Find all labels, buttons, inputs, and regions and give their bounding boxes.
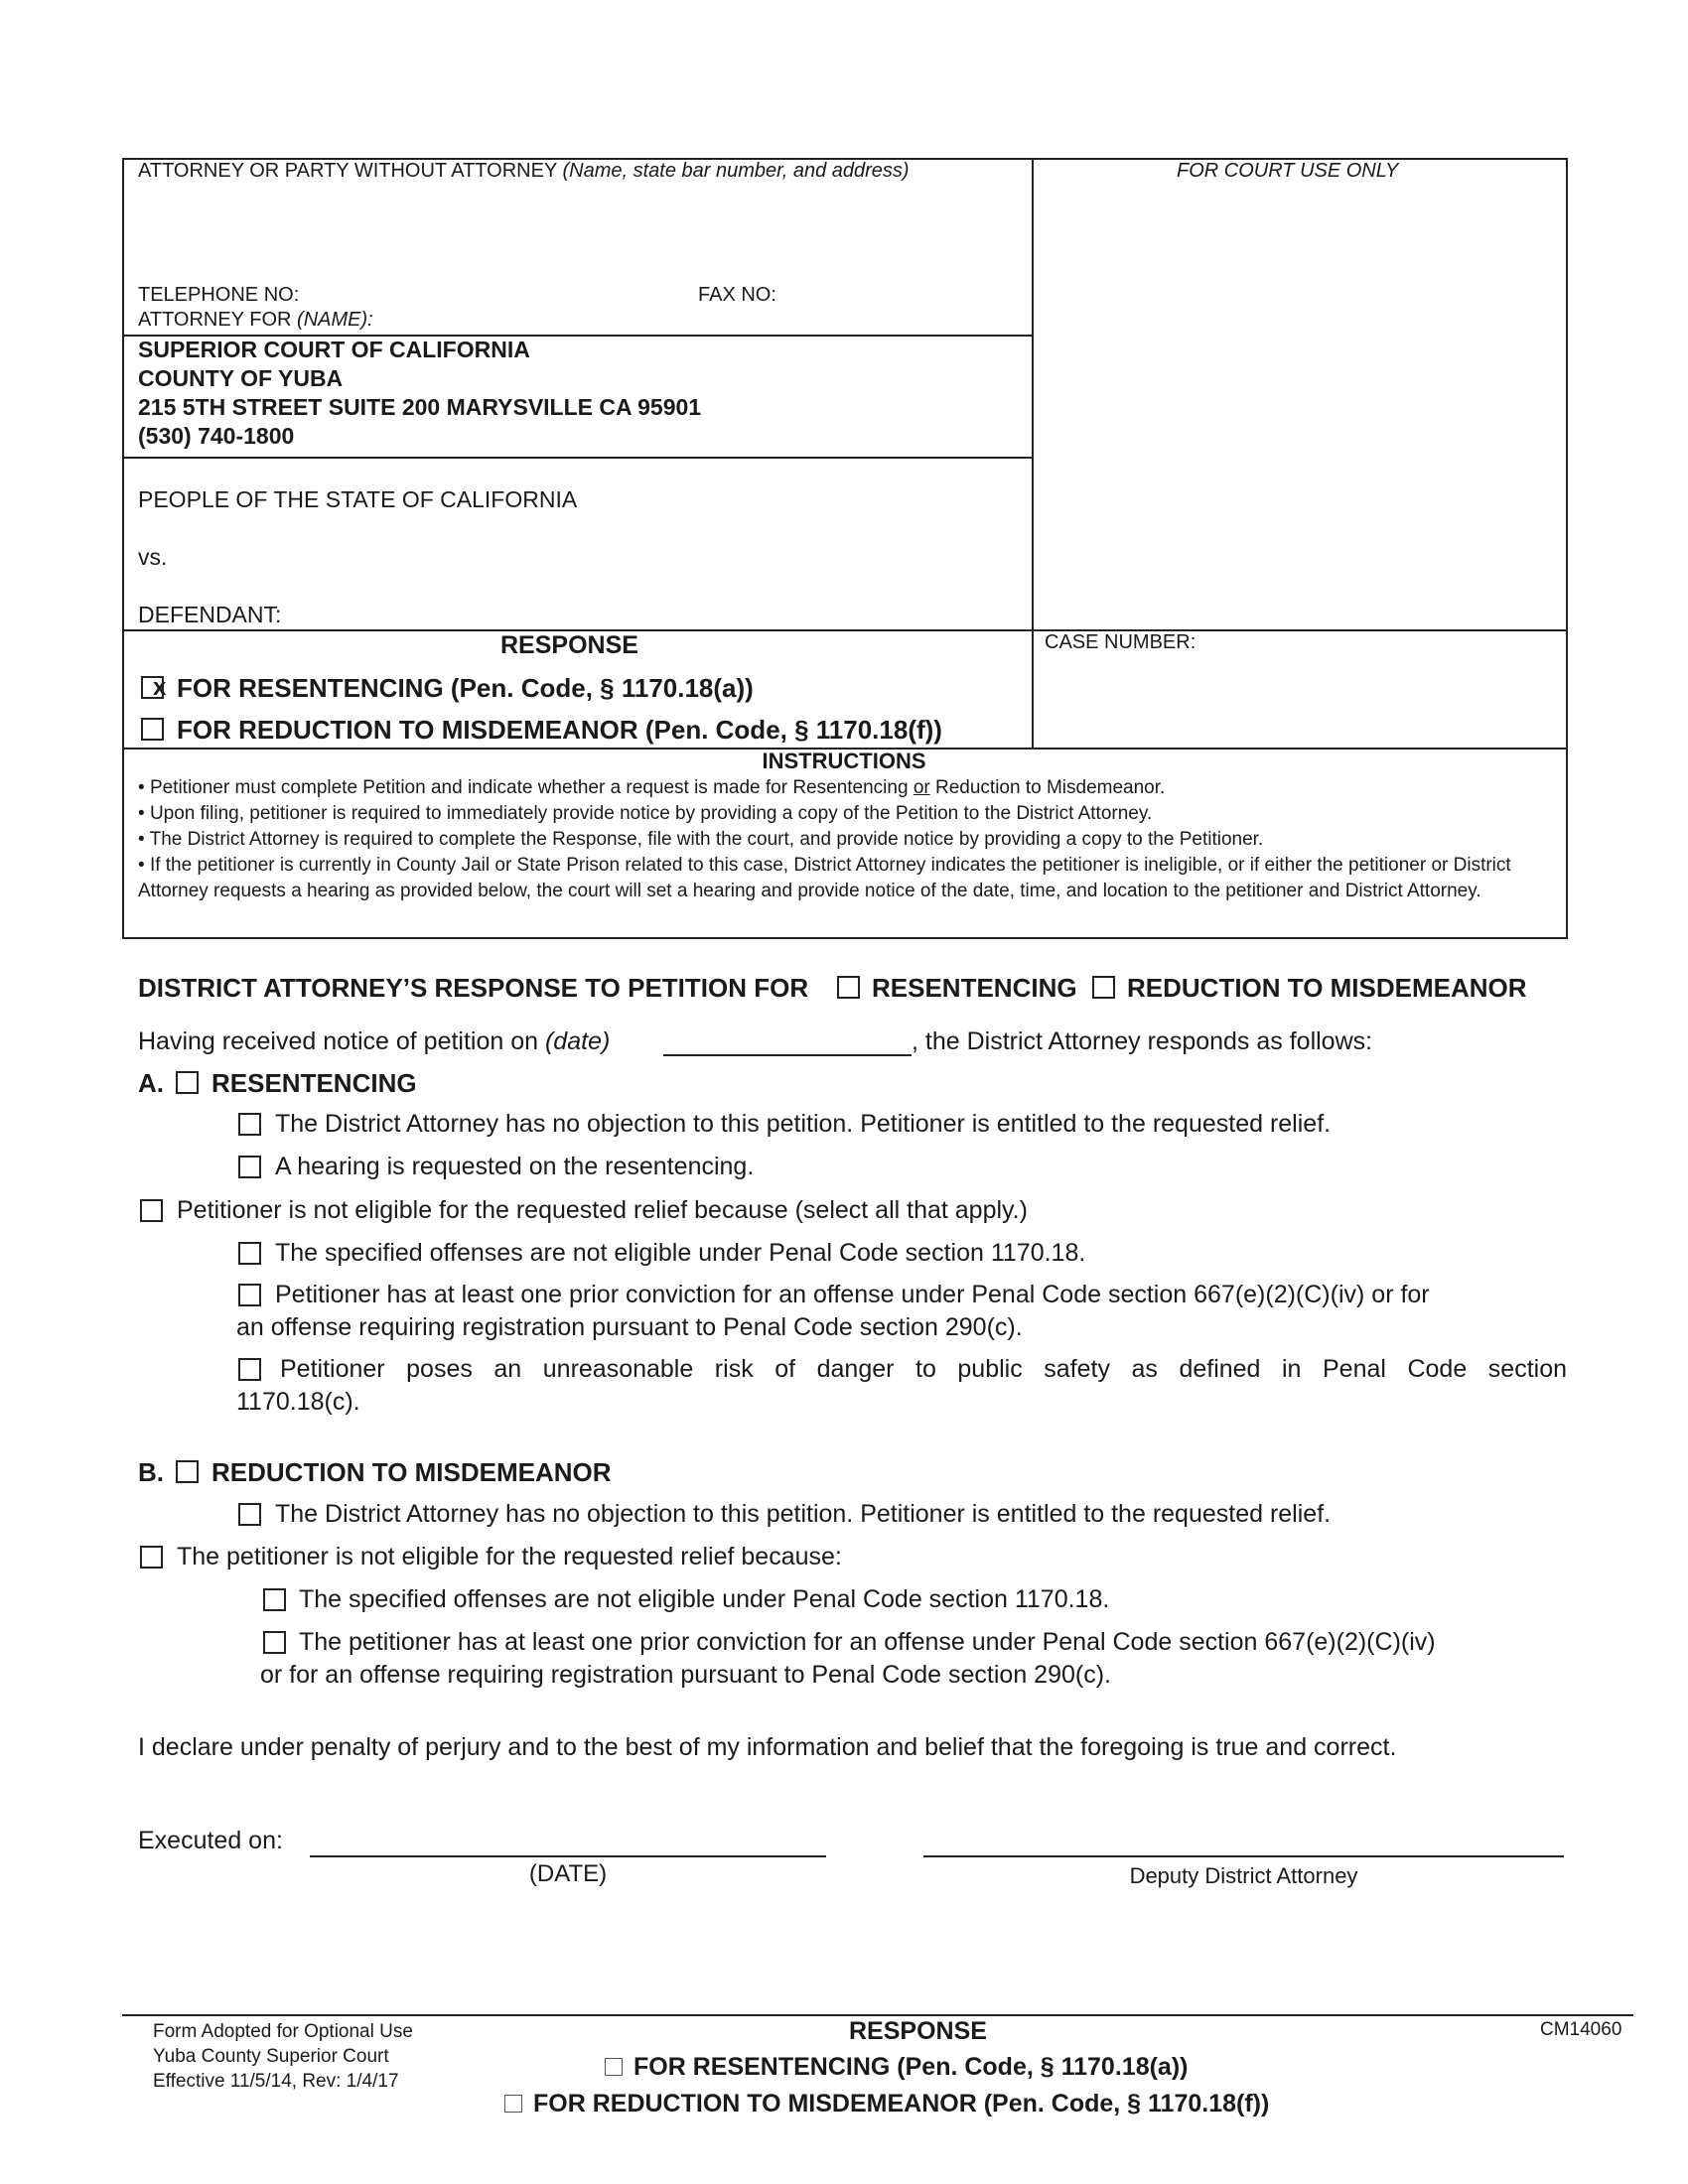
executed-on-label: Executed on:	[138, 1827, 283, 1854]
defendant-label: DEFENDANT:	[138, 602, 282, 627]
reduction-option-label: FOR REDUCTION TO MISDEMEANOR (Pen. Code, § 1170.18(f))	[177, 715, 942, 745]
a-risk-text-1: Petitioner poses an unreasonable risk of danger to public safety as defined in Penal Code section	[280, 1355, 1567, 1383]
instruction-item: • If the petitioner is currently in County Jail or State Prison related to this case, District Attorney indicates the petitioner is ineligible, or if either the petitioner or District Attorney requests a hearing as provided below, the court will set a hearing and provide notice of the date, time, and location to the petitioner and District Attorney.	[138, 855, 1511, 901]
footer-resentencing-checkbox	[605, 2058, 623, 2076]
vs-label: vs.	[138, 544, 168, 570]
a-offenses-checkbox[interactable]	[238, 1242, 261, 1265]
section-b-title: REDUCTION TO MISDEMEANOR	[211, 1457, 612, 1487]
declaration-text: I declare under penalty of perjury and to the best of my information and belief that the foregoing is true and correct.	[138, 1733, 1397, 1761]
footer-adopted-line: Form Adopted for Optional Use	[153, 2021, 413, 2042]
footer-adopted-line: Yuba County Superior Court	[153, 2046, 389, 2067]
b-prior-text-2: or for an offense requiring registration pursuant to Penal Code section 290(c).	[260, 1661, 1111, 1689]
a-not-eligible-text: Petitioner is not eligible for the requested relief because (select all that apply.)	[177, 1196, 1028, 1224]
resentencing-check-mark: x	[153, 674, 167, 701]
court-block	[138, 336, 701, 451]
b-offenses-checkbox[interactable]	[263, 1588, 286, 1611]
people-label: PEOPLE OF THE STATE OF CALIFORNIA	[138, 486, 578, 512]
case-number-label: CASE NUMBER:	[1045, 631, 1196, 653]
a-not-eligible-checkbox[interactable]	[140, 1199, 163, 1222]
heading-reduction-checkbox[interactable]	[1092, 976, 1115, 999]
a-risk-checkbox[interactable]	[238, 1358, 261, 1381]
signature-line[interactable]	[923, 1855, 1564, 1857]
footer-rule	[122, 2014, 1633, 2016]
a-offenses-text: The specified offenses are not eligible under Penal Code section 1170.18.	[275, 1239, 1086, 1267]
attorney-for-label: ATTORNEY FOR	[138, 309, 292, 331]
b-no-objection-checkbox[interactable]	[238, 1503, 261, 1526]
instruction-item: • Upon filing, petitioner is required to immediately provide notice by providing a copy of the Petition to the District Attorney.	[138, 803, 1153, 824]
heading-reduction-label: REDUCTION TO MISDEMEANOR	[1127, 973, 1527, 1003]
executed-date-line[interactable]	[310, 1855, 826, 1857]
a-risk-text-2: 1170.18(c).	[236, 1388, 360, 1416]
instructions-title: INSTRUCTIONS	[762, 749, 926, 773]
court-name: SUPERIOR COURT OF CALIFORNIA	[138, 337, 530, 362]
attorney-label-row	[138, 160, 910, 183]
court-address: 215 5TH STREET SUITE 200 MARYSVILLE CA 95901	[138, 394, 702, 420]
a-prior-text-2: an offense requiring registration pursuant to Penal Code section 290(c).	[236, 1313, 1023, 1341]
footer-adopted	[153, 2019, 413, 2094]
response-title: RESPONSE	[500, 631, 638, 659]
fax-label: FAX NO:	[698, 284, 776, 306]
footer-adopted-line: Effective 11/5/14, Rev: 1/4/17	[153, 2071, 399, 2092]
date-caption: (DATE)	[528, 1860, 608, 1887]
form-number: CM14060	[1540, 2019, 1622, 2040]
a-no-objection-checkbox[interactable]	[238, 1113, 261, 1136]
a-no-objection-text: The District Attorney has no objection to this petition. Petitioner is entitled to the requested relief.	[275, 1110, 1332, 1138]
section-b-letter: B.	[138, 1457, 164, 1487]
footer-opt2: FOR REDUCTION TO MISDEMEANOR (Pen. Code, § 1170.18(f))	[533, 2090, 1270, 2117]
instruction-item: • The District Attorney is required to complete the Response, file with the court, and provide notice by providing a copy to the Petitioner.	[138, 829, 1264, 850]
a-hearing-checkbox[interactable]	[238, 1156, 261, 1178]
court-county: COUNTY OF YUBA	[138, 365, 344, 391]
court-use-only: FOR COURT USE ONLY	[1177, 160, 1399, 182]
notice-text-end: , the District Attorney responds as follows:	[912, 1027, 1373, 1055]
court-phone: (530) 740-1800	[138, 423, 295, 449]
b-not-eligible-text: The petitioner is not eligible for the requested relief because:	[177, 1543, 842, 1570]
notice-date-line[interactable]	[663, 1054, 912, 1056]
response-heading: DISTRICT ATTORNEY’S RESPONSE TO PETITION FOR	[138, 973, 809, 1003]
b-not-eligible-checkbox[interactable]	[140, 1546, 163, 1569]
attorney-hint: (Name, state bar number, and address)	[562, 160, 910, 182]
section-a-letter: A.	[138, 1068, 164, 1098]
signer-caption: Deputy District Attorney	[1129, 1863, 1358, 1888]
heading-resentencing-label: RESENTENCING	[872, 973, 1077, 1003]
attorney-for-row	[138, 309, 373, 332]
a-prior-checkbox[interactable]	[238, 1284, 261, 1306]
b-prior-checkbox[interactable]	[263, 1631, 286, 1654]
b-no-objection-text: The District Attorney has no objection to this petition. Petitioner is entitled to the requested relief.	[275, 1500, 1332, 1528]
a-prior-text-1: Petitioner has at least one prior conviction for an offense under Penal Code section 667(e)(2)(C)(iv) or for	[275, 1281, 1430, 1308]
section-a-title: RESENTENCING	[211, 1068, 417, 1098]
attorney-for-hint: (NAME):	[297, 309, 373, 331]
section-a-checkbox[interactable]	[176, 1071, 199, 1094]
reduction-option-checkbox[interactable]	[141, 718, 164, 741]
telephone-label: TELEPHONE NO:	[138, 284, 300, 306]
b-prior-text-1: The petitioner has at least one prior conviction for an offense under Penal Code section 667(e)(2)(C)(iv)	[299, 1628, 1436, 1656]
instructions-list	[138, 775, 1560, 904]
attorney-label: ATTORNEY OR PARTY WITHOUT ATTORNEY	[138, 160, 557, 182]
resentencing-option-label: FOR RESENTENCING (Pen. Code, § 1170.18(a))	[177, 673, 754, 703]
notice-text: Having received notice of petition on (date)	[138, 1027, 611, 1055]
heading-resentencing-checkbox[interactable]	[837, 976, 860, 999]
a-hearing-text: A hearing is requested on the resentencing.	[275, 1153, 755, 1180]
footer-title: RESPONSE	[849, 2017, 987, 2045]
footer-opt1: FOR RESENTENCING (Pen. Code, § 1170.18(a))	[633, 2053, 1189, 2081]
section-b-checkbox[interactable]	[176, 1460, 199, 1483]
instruction-item: • Petitioner must complete Petition and indicate whether a request is made for Resentencing or Reduction to Misdemeanor.	[138, 777, 1166, 798]
b-offenses-text: The specified offenses are not eligible under Penal Code section 1170.18.	[299, 1585, 1110, 1613]
footer-reduction-checkbox	[504, 2095, 522, 2113]
